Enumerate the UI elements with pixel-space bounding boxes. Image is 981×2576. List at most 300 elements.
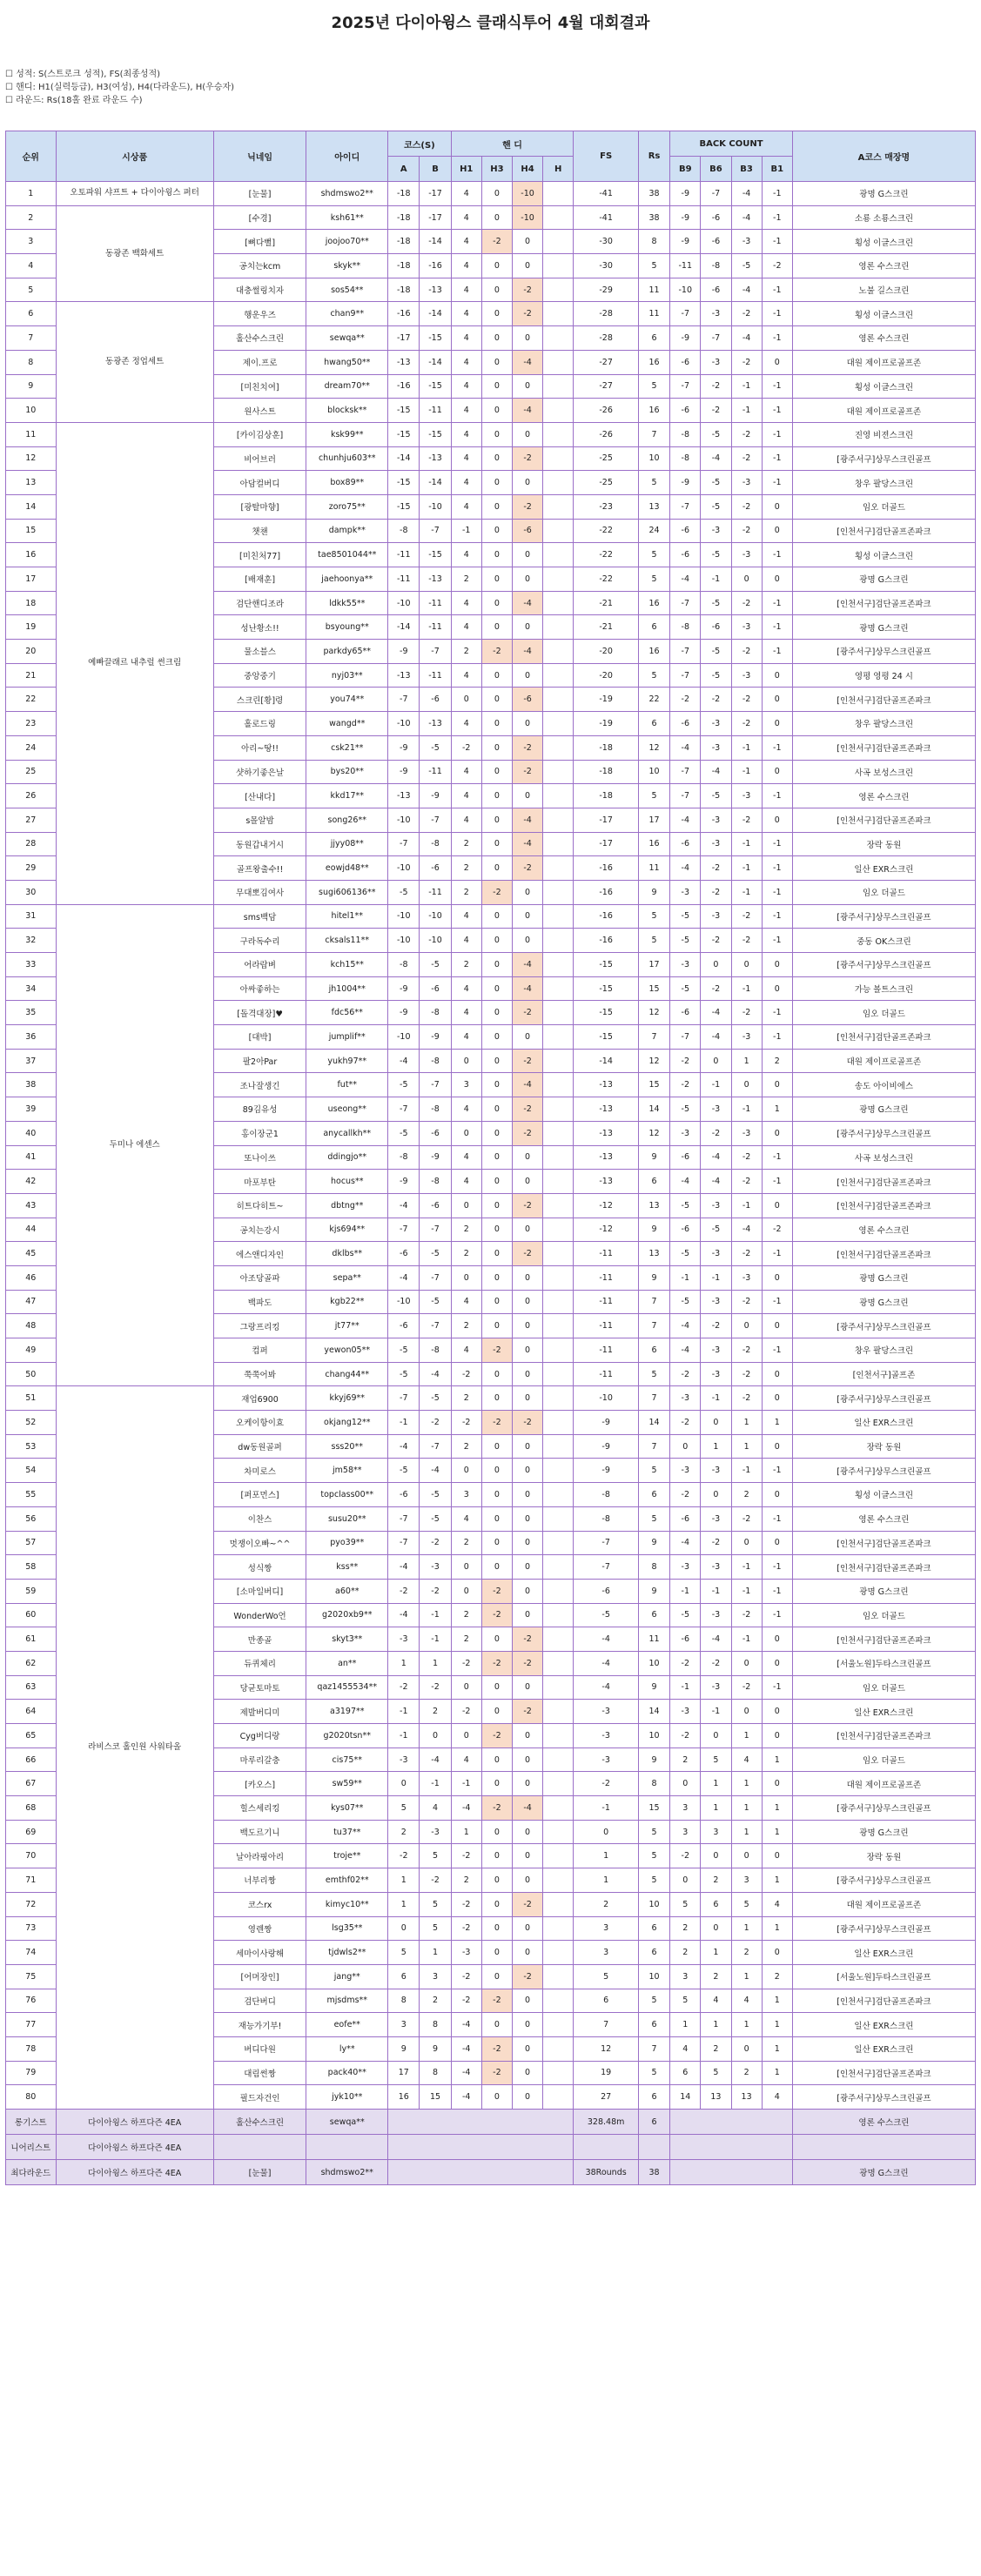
fs-cell: -26 (574, 399, 639, 423)
h4-cell: 0 (512, 929, 542, 953)
b1-cell: 1 (762, 1916, 792, 1941)
b6-cell: -5 (701, 494, 731, 519)
b-cell: -8 (420, 1001, 451, 1025)
b9-cell: -2 (670, 1483, 701, 1507)
nick-cell: 검단버디 (213, 1989, 306, 2013)
nick-cell: 구라독수리 (213, 929, 306, 953)
b9-cell: -4 (670, 808, 701, 832)
h-cell (543, 904, 574, 929)
nick-cell: s몰알밤 (213, 808, 306, 832)
h1-cell: 2 (451, 1603, 481, 1627)
h1-cell: -2 (451, 1844, 481, 1868)
venue-cell: 일산 EXR스크린 (792, 1700, 975, 1724)
h1-cell: 2 (451, 640, 481, 664)
rank-cell: 61 (6, 1627, 57, 1652)
col-rs: Rs (638, 131, 669, 182)
rank-cell: 23 (6, 712, 57, 736)
a-cell: -6 (388, 1483, 420, 1507)
rank-cell: 42 (6, 1170, 57, 1194)
b1-cell: -1 (762, 904, 792, 929)
b9-cell: 1 (670, 2013, 701, 2037)
id-cell: useong** (306, 1097, 388, 1122)
b6-cell: 0 (701, 953, 731, 977)
rs-cell: 11 (638, 856, 669, 881)
b9-cell: -2 (670, 1049, 701, 1073)
h-cell (543, 471, 574, 495)
fs-cell: 6 (574, 1989, 639, 2013)
h-cell (543, 254, 574, 278)
rank-cell: 54 (6, 1459, 57, 1483)
fs-cell: -11 (574, 1338, 639, 1363)
b6-cell: 0 (701, 1483, 731, 1507)
a-cell: -18 (388, 205, 420, 230)
nick-cell: 아리~땅!! (213, 735, 306, 760)
b6-cell: 1 (701, 1796, 731, 1821)
prize-cell: 예빠끌래르 내추럴 썬크림 (56, 422, 213, 904)
id-cell: sugi606136** (306, 880, 388, 904)
b-cell: -2 (420, 1579, 451, 1603)
h3-cell: 0 (481, 1459, 512, 1483)
rank-cell: 50 (6, 1362, 57, 1386)
a-cell: -2 (388, 1844, 420, 1868)
col-venue: A코스 매장명 (792, 131, 975, 182)
nick-cell: 그랑프리킹 (213, 1314, 306, 1338)
venue-cell: 대원 제이프로골프존 (792, 1049, 975, 1073)
rs-cell: 5 (638, 1820, 669, 1844)
id-cell: bys20** (306, 760, 388, 784)
venue-cell: [인천서구]검단골프존파크 (792, 1193, 975, 1218)
b3-cell: -2 (731, 712, 762, 736)
id-cell: hitel1** (306, 904, 388, 929)
a-cell: -4 (388, 1555, 420, 1580)
venue-cell: [광주서구]상무스크린골프 (792, 1916, 975, 1941)
b-cell: -9 (420, 784, 451, 808)
fs-cell: -20 (574, 663, 639, 688)
b6-cell: -3 (701, 832, 731, 856)
venue-cell: 영론 수스크린 (792, 254, 975, 278)
h-cell (543, 2013, 574, 2037)
b9-cell: -7 (670, 374, 701, 399)
rank-cell: 31 (6, 904, 57, 929)
a-cell: -5 (388, 1362, 420, 1386)
b-cell: -2 (420, 1411, 451, 1435)
b3-cell: -4 (731, 205, 762, 230)
h3-cell: -2 (481, 880, 512, 904)
nick-cell: 어라랍벼 (213, 953, 306, 977)
venue-cell: 소룡 소룡스크린 (792, 205, 975, 230)
h-cell (543, 543, 574, 567)
id-cell: jh1004** (306, 976, 388, 1001)
venue-cell: 장락 동원 (792, 1434, 975, 1459)
h3-cell: 0 (481, 856, 512, 881)
id-cell: joojoo70** (306, 230, 388, 254)
b9-cell: -3 (670, 1121, 701, 1145)
rank-cell: 4 (6, 254, 57, 278)
b3-cell: -2 (731, 640, 762, 664)
id-cell: emthf02** (306, 1868, 388, 1893)
h-cell (543, 1411, 574, 1435)
nick-cell: sms백담 (213, 904, 306, 929)
h-cell (543, 1290, 574, 1314)
nick-cell: [돌격대장]♥ (213, 1001, 306, 1025)
h4-cell: 0 (512, 374, 542, 399)
rank-cell: 6 (6, 302, 57, 326)
b-cell: 5 (420, 1916, 451, 1941)
b1-cell: 0 (762, 1941, 792, 1965)
id-cell: ddingjo** (306, 1145, 388, 1170)
nick-cell: 홀로드링 (213, 712, 306, 736)
h4-cell: 0 (512, 1772, 542, 1796)
a-cell: -5 (388, 1121, 420, 1145)
rank-cell: 35 (6, 1001, 57, 1025)
b1-cell: 1 (762, 1748, 792, 1772)
rank-cell: 5 (6, 278, 57, 302)
h-cell (543, 494, 574, 519)
rs-cell: 7 (638, 422, 669, 446)
a-cell: -15 (388, 422, 420, 446)
id-cell: zoro75** (306, 494, 388, 519)
fs-cell: 1 (574, 1844, 639, 1868)
b9-cell: -7 (670, 640, 701, 664)
b6-cell: -3 (701, 1675, 731, 1700)
b9-cell: -6 (670, 1506, 701, 1531)
h1-cell: -4 (451, 1796, 481, 1821)
col-a: A (388, 157, 420, 182)
rs-cell: 5 (638, 1362, 669, 1386)
h-cell (543, 1001, 574, 1025)
a-cell: -4 (388, 1193, 420, 1218)
rank-cell: 13 (6, 471, 57, 495)
b1-cell: 0 (762, 663, 792, 688)
rs-cell: 5 (638, 2061, 669, 2085)
id-cell: kss** (306, 1555, 388, 1580)
nick-cell: 중앙중기 (213, 663, 306, 688)
b9-cell: -10 (670, 278, 701, 302)
fs-cell: -4 (574, 1675, 639, 1700)
nick-cell: [카오스] (213, 1772, 306, 1796)
h3-cell: 0 (481, 1025, 512, 1050)
id-cell: mjsdms** (306, 1989, 388, 2013)
rank-cell: 62 (6, 1651, 57, 1675)
b6-cell: -4 (701, 446, 731, 471)
fs-cell: -1 (574, 1796, 639, 1821)
rank-cell: 15 (6, 519, 57, 543)
h4-cell: 0 (512, 567, 542, 592)
nick-cell: 히트다히트~ (213, 1193, 306, 1218)
nick-cell: 동원갑내거시 (213, 832, 306, 856)
h3-cell: -2 (481, 1651, 512, 1675)
rank-cell: 1 (6, 182, 57, 206)
id-cell: g2020tsn** (306, 1724, 388, 1748)
rs-cell: 9 (638, 1218, 669, 1242)
a-cell: -7 (388, 1218, 420, 1242)
nick-cell: 물소블스 (213, 640, 306, 664)
id-cell: cis75** (306, 1748, 388, 1772)
h3-cell: 0 (481, 1820, 512, 1844)
id-cell: blocksk** (306, 399, 388, 423)
b1-cell: -1 (762, 591, 792, 615)
b1-cell: -1 (762, 446, 792, 471)
rank-cell: 45 (6, 1242, 57, 1266)
a-cell: -14 (388, 446, 420, 471)
b6-cell: -5 (701, 1218, 731, 1242)
h3-cell: 0 (481, 1483, 512, 1507)
rank-cell: 59 (6, 1579, 57, 1603)
h4-cell: -4 (512, 640, 542, 664)
nick-cell: 아조당골파 (213, 1265, 306, 1290)
rank-cell: 52 (6, 1411, 57, 1435)
h4-cell: -2 (512, 735, 542, 760)
h4-cell: 0 (512, 2085, 542, 2110)
h1-cell: 4 (451, 591, 481, 615)
nick-cell: 검단핸디조라 (213, 591, 306, 615)
b-cell: -15 (420, 326, 451, 351)
col-h3: H3 (481, 157, 512, 182)
a-cell: 3 (388, 2013, 420, 2037)
h1-cell: 4 (451, 808, 481, 832)
rank-cell: 33 (6, 953, 57, 977)
h4-cell: -2 (512, 1964, 542, 1989)
b3-cell: -1 (731, 832, 762, 856)
fs-cell: 7 (574, 2013, 639, 2037)
b6-cell: -2 (701, 1531, 731, 1555)
rank-cell: 56 (6, 1506, 57, 1531)
b-cell: -6 (420, 856, 451, 881)
h3-cell: 0 (481, 1121, 512, 1145)
venue-cell: [광주서구]상무스크린골프 (792, 446, 975, 471)
b9-cell: 2 (670, 1916, 701, 1941)
h3-cell: 0 (481, 543, 512, 567)
b6-cell: -3 (701, 1603, 731, 1627)
col-seller: 시상품 (56, 131, 213, 182)
rs-cell: 17 (638, 953, 669, 977)
rs-cell: 6 (638, 326, 669, 351)
b1-cell: -1 (762, 1506, 792, 1531)
b-cell: -5 (420, 1386, 451, 1411)
b3-cell: 0 (731, 1844, 762, 1868)
b-cell: -9 (420, 1025, 451, 1050)
h3-cell: 0 (481, 422, 512, 446)
h1-cell: 4 (451, 615, 481, 640)
rank-cell: 72 (6, 1892, 57, 1916)
prize-cell: 오토파워 샤프트 + 다이아윙스 퍼터 (56, 182, 213, 206)
h-cell (543, 1459, 574, 1483)
b9-cell: -3 (670, 880, 701, 904)
id-cell: tae8501044** (306, 543, 388, 567)
id-cell: tu37** (306, 1820, 388, 1844)
h-cell (543, 1362, 574, 1386)
b3-cell: -2 (731, 1362, 762, 1386)
b3-cell: -5 (731, 254, 762, 278)
h3-cell: 0 (481, 1844, 512, 1868)
b-cell: 5 (420, 1844, 451, 1868)
award-id-cell: sewqa** (306, 2110, 388, 2135)
fs-cell: -15 (574, 976, 639, 1001)
h-cell (543, 880, 574, 904)
h1-cell: -1 (451, 519, 481, 543)
rank-cell: 40 (6, 1121, 57, 1145)
b9-cell: 3 (670, 1964, 701, 1989)
b1-cell: -2 (762, 1218, 792, 1242)
a-cell: -9 (388, 735, 420, 760)
a-cell: -4 (388, 1434, 420, 1459)
h4-cell: -2 (512, 302, 542, 326)
fs-cell: 2 (574, 1892, 639, 1916)
id-cell: a3197** (306, 1700, 388, 1724)
venue-cell: [서울노원]두타스크린골프 (792, 1964, 975, 1989)
h3-cell: 0 (481, 1531, 512, 1555)
rs-cell: 12 (638, 1001, 669, 1025)
a-cell: 5 (388, 1941, 420, 1965)
nick-cell: 팔2아Par (213, 1049, 306, 1073)
b3-cell: 1 (731, 1820, 762, 1844)
b6-cell: -3 (701, 1338, 731, 1363)
h3-cell: 0 (481, 591, 512, 615)
h-cell (543, 1073, 574, 1097)
b3-cell: 1 (731, 1434, 762, 1459)
h1-cell: 0 (451, 688, 481, 712)
h-cell (543, 808, 574, 832)
b-cell: -5 (420, 1506, 451, 1531)
fs-cell: -15 (574, 953, 639, 977)
a-cell: -9 (388, 760, 420, 784)
id-cell: ly** (306, 2036, 388, 2061)
b3-cell: 1 (731, 1772, 762, 1796)
rs-cell: 10 (638, 1651, 669, 1675)
fs-cell: -30 (574, 254, 639, 278)
h4-cell: 0 (512, 2013, 542, 2037)
rs-cell: 6 (638, 1170, 669, 1194)
col-fs: FS (574, 131, 639, 182)
a-cell: -8 (388, 1145, 420, 1170)
venue-cell: 사곡 보성스크린 (792, 760, 975, 784)
id-cell: wangd** (306, 712, 388, 736)
award-venue-cell: 광명 G스크린 (792, 2160, 975, 2185)
h1-cell: 4 (451, 1170, 481, 1194)
b1-cell: 0 (762, 567, 792, 592)
h-cell (543, 1724, 574, 1748)
rs-cell: 14 (638, 1411, 669, 1435)
b6-cell: 2 (701, 1964, 731, 1989)
award-label-cell: 롱기스트 (6, 2110, 57, 2135)
h-cell (543, 1097, 574, 1122)
h1-cell: 4 (451, 1145, 481, 1170)
b9-cell: -7 (670, 302, 701, 326)
h3-cell: 0 (481, 1675, 512, 1700)
h1-cell: 4 (451, 494, 481, 519)
fs-cell: 5 (574, 1964, 639, 1989)
nick-cell: 홀산수스크린 (213, 326, 306, 351)
a-cell: 6 (388, 1964, 420, 1989)
id-cell: kkd17** (306, 784, 388, 808)
id-cell: fut** (306, 1073, 388, 1097)
award-venue-cell: 영론 수스크린 (792, 2110, 975, 2135)
results-table (5, 131, 976, 2185)
h4-cell: -4 (512, 399, 542, 423)
id-cell: jm58** (306, 1459, 388, 1483)
venue-cell: 횡성 이글스크린 (792, 230, 975, 254)
b6-cell: -1 (701, 1700, 731, 1724)
h4-cell: -2 (512, 494, 542, 519)
b9-cell: -3 (670, 1386, 701, 1411)
h-cell (543, 1483, 574, 1507)
b-cell: -14 (420, 350, 451, 374)
h-cell (543, 1121, 574, 1145)
h-cell (543, 399, 574, 423)
h3-cell: 0 (481, 1555, 512, 1580)
b6-cell: -2 (701, 856, 731, 881)
b9-cell: -4 (670, 1531, 701, 1555)
nick-cell: 쭉쭉어봐 (213, 1362, 306, 1386)
b1-cell: -1 (762, 543, 792, 567)
h4-cell: -2 (512, 856, 542, 881)
id-cell: yukh97** (306, 1049, 388, 1073)
fs-cell: 27 (574, 2085, 639, 2110)
b3-cell: 3 (731, 1868, 762, 1893)
b-cell: -7 (420, 640, 451, 664)
b3-cell: -1 (731, 976, 762, 1001)
fs-cell: -18 (574, 784, 639, 808)
h-cell (543, 1506, 574, 1531)
venue-cell: 광명 G스크린 (792, 615, 975, 640)
nick-cell: 조나잘생긴 (213, 1073, 306, 1097)
prize-cell: 라비스코 홀인원 사워타올 (56, 1386, 213, 2110)
b9-cell: -4 (670, 856, 701, 881)
h1-cell: 0 (451, 1579, 481, 1603)
fs-cell: 0 (574, 1820, 639, 1844)
nick-cell: [퍼포먼스] (213, 1483, 306, 1507)
b1-cell: -1 (762, 1603, 792, 1627)
rank-cell: 16 (6, 543, 57, 567)
h1-cell: 4 (451, 182, 481, 206)
b3-cell: -2 (731, 1145, 762, 1170)
venue-cell: 임오 더골드 (792, 1748, 975, 1772)
h1-cell: 2 (451, 1627, 481, 1652)
h3-cell: 0 (481, 1001, 512, 1025)
h4-cell: -2 (512, 1193, 542, 1218)
rank-cell: 20 (6, 640, 57, 664)
b6-cell: -5 (701, 640, 731, 664)
rs-cell: 14 (638, 1097, 669, 1122)
h1-cell: -2 (451, 1964, 481, 1989)
id-cell: jyk10** (306, 2085, 388, 2110)
b-cell: -8 (420, 1338, 451, 1363)
venue-cell: 창우 팔당스크린 (792, 1338, 975, 1363)
b9-cell: -4 (670, 567, 701, 592)
venue-cell: 영평 영평 24 시 (792, 663, 975, 688)
b1-cell: 4 (762, 2085, 792, 2110)
b6-cell: -6 (701, 615, 731, 640)
id-cell: pyo39** (306, 1531, 388, 1555)
fs-cell: -15 (574, 1025, 639, 1050)
h-cell (543, 1844, 574, 1868)
a-cell: -10 (388, 712, 420, 736)
rs-cell: 9 (638, 1748, 669, 1772)
h-cell (543, 205, 574, 230)
award-empty-cell (670, 2110, 793, 2135)
nick-cell: Cyg버디랑 (213, 1724, 306, 1748)
venue-cell: [인천서구]검단골프존파크 (792, 735, 975, 760)
h-cell (543, 1265, 574, 1290)
fs-cell: -4 (574, 1651, 639, 1675)
b6-cell: -1 (701, 1386, 731, 1411)
h-cell (543, 832, 574, 856)
a-cell: -2 (388, 1675, 420, 1700)
h4-cell: -2 (512, 1892, 542, 1916)
h4-cell: -4 (512, 976, 542, 1001)
a-cell: -13 (388, 350, 420, 374)
venue-cell: 임오 더골드 (792, 1675, 975, 1700)
